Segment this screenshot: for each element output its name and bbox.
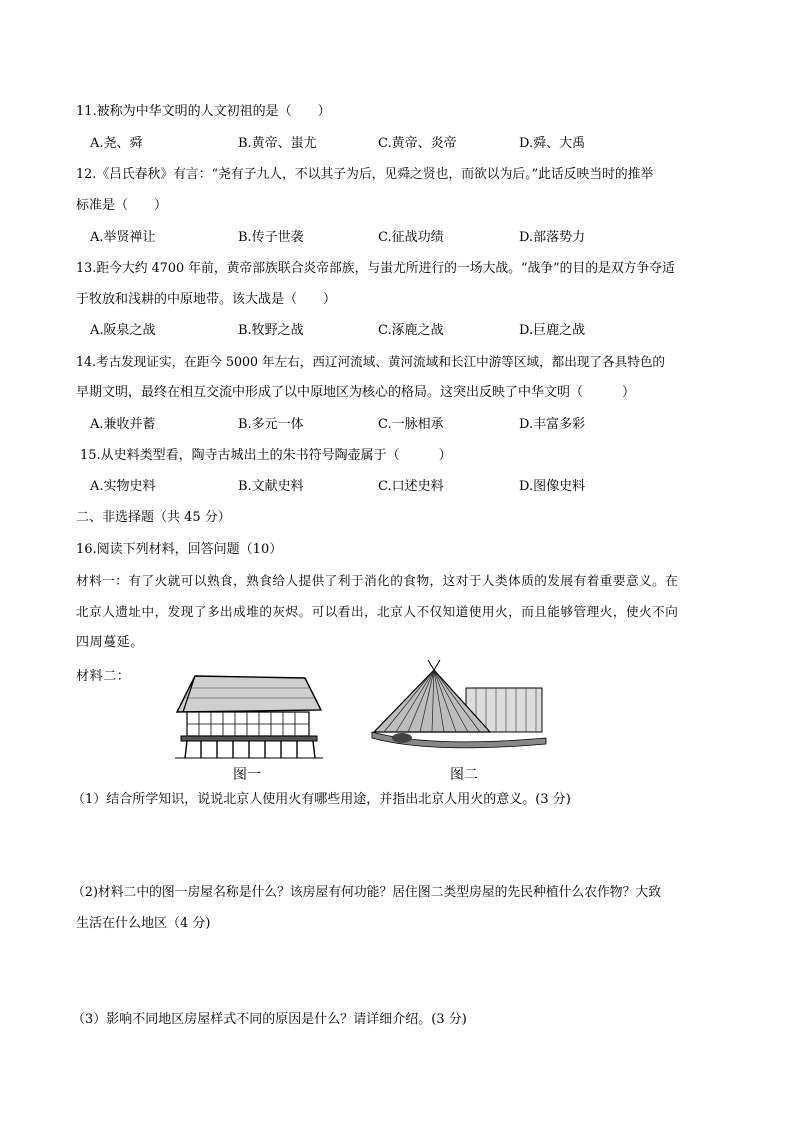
q11-stem: 11.被称为中华文明的人文初祖的是（ ） <box>76 104 331 119</box>
q16-stem: 16.阅读下列材料，回答问题（10） <box>76 542 283 557</box>
q11-option-d: D.舜、大禹 <box>519 136 586 151</box>
q16-subquestion-2-line2: 生活在什么地区（4 分) <box>76 916 211 931</box>
q12-option-c: C.征战功绩 <box>378 230 444 245</box>
q15-option-d: D.图像史料 <box>519 479 586 494</box>
q12-option-b: B.传子世袭 <box>238 230 304 245</box>
q11-option-c: C.黄帝、炎帝 <box>378 136 457 151</box>
q13-option-c: C.涿鹿之战 <box>378 323 444 338</box>
q16-subquestion-3: （3）影响不同地区房屋样式不同的原因是什么？请详细介绍。(3 分) <box>72 1012 467 1027</box>
q16-material2-label: 材料二： <box>76 669 131 684</box>
q16-subquestion-2-line1: （2)材料二中的图一房屋名称是什么？该房屋有何功能？居住图二类型房屋的先民种植什么农作物？大致 <box>72 885 661 900</box>
figure-2 <box>370 658 548 754</box>
q14-stem-line2: 早期文明，最终在相互交流中形成了以中原地区为核心的格局。这突出反映了中华文明（ ） <box>76 385 636 400</box>
q16-subquestion-1: （1）结合所学知识，说说北京人使用火有哪些用途，并指出北京人用火的意义。(3 分) <box>72 792 571 807</box>
q14-option-c: C.一脉相承 <box>378 417 444 432</box>
q13-option-b: B.牧野之战 <box>238 323 304 338</box>
figure-1-caption: 图一 <box>233 767 261 783</box>
q15-option-b: B.文献史料 <box>238 479 304 494</box>
q16-material1-line1: 材料一：有了火就可以熟食，熟食给人提供了利于消化的食物，这对于人类体质的发展有着重要意义。在 <box>76 573 679 588</box>
q14-option-d: D.丰富多彩 <box>519 417 586 432</box>
q16-material1-line2: 北京人遗址中，发现了多出成堆的灰烬。可以看出，北京人不仅知道使用火，而且能够管理火，使火不向 <box>76 604 679 619</box>
q15-option-a: A.实物史料 <box>90 479 156 494</box>
q14-stem-line1: 14.考古发现证实，在距今 5000 年左右，西辽河流域、黄河流域和长江中游等区域，都出现了各具特色的 <box>76 354 666 369</box>
q14-option-b: B.多元一体 <box>238 417 304 432</box>
q13-option-a: A.阪泉之战 <box>90 323 156 338</box>
q11-option-b: B.黄帝、蚩尤 <box>238 136 317 151</box>
q14-option-a: A.兼收并蓄 <box>90 417 156 432</box>
q12-option-d: D.部落势力 <box>519 230 586 245</box>
q13-stem-line2: 于牧放和浅耕的中原地带。该大战是（ ） <box>76 292 337 307</box>
semi-subterranean-house-icon <box>370 658 548 754</box>
figure-1 <box>165 668 325 760</box>
q12-option-a: A.举贤禅让 <box>90 230 156 245</box>
q16-material1-line3: 四周蔓延。 <box>76 635 145 650</box>
q13-option-d: D.巨鹿之战 <box>519 323 586 338</box>
q15-stem: 15.从史料类型看，陶寺古城出土的朱书符号陶壶属于（ ） <box>80 448 452 463</box>
q13-stem-line1: 13.距今大约 4700 年前，黄帝部族联合炎帝部族，与蚩尤所进行的一场大战。“战争”的目的是双方争夺适 <box>76 261 675 276</box>
stilt-house-icon <box>165 668 325 760</box>
q12-stem-line2: 标准是（ ） <box>76 198 168 213</box>
q15-option-c: C.口述史料 <box>378 479 444 494</box>
figure-2-caption: 图二 <box>450 767 478 783</box>
q11-option-a: A.尧、舜 <box>90 136 143 151</box>
q12-stem-line1: 12.《吕氏春秋》有言：“尧有子九人，不以其子为后，见舜之贤也，而欲以为后。”此话反映当时的推举 <box>76 167 654 182</box>
section-title: 二、非选择题（共 45 分） <box>76 510 231 525</box>
